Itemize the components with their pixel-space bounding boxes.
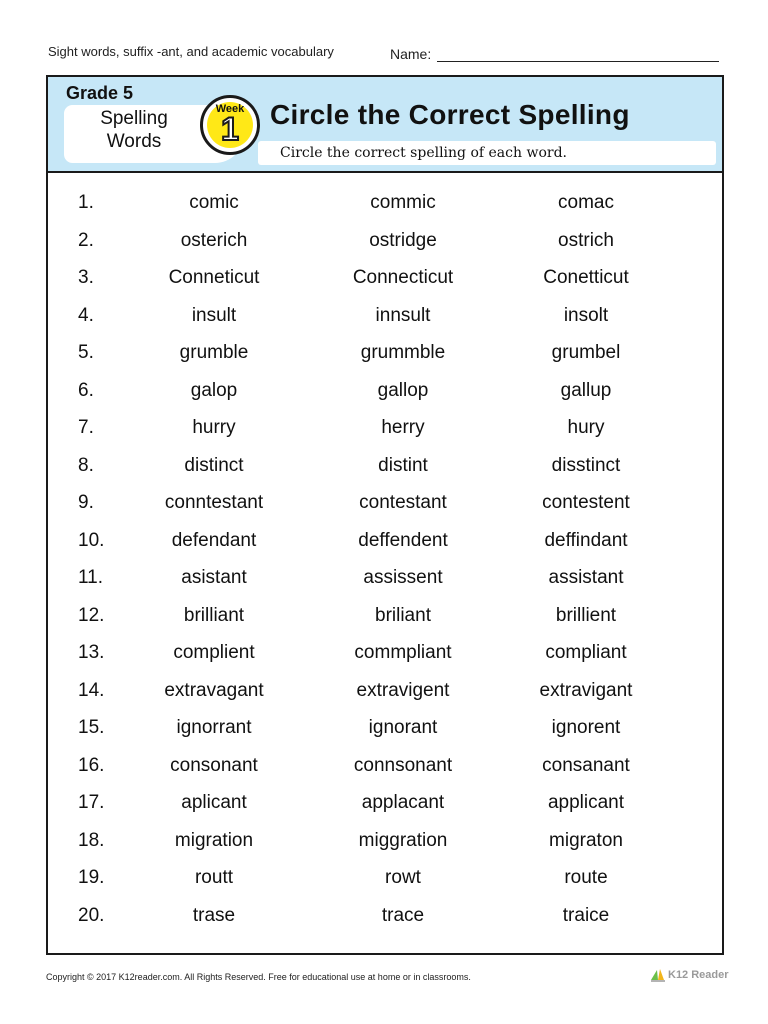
grade-badge: [60, 83, 245, 161]
word-option[interactable]: deffindant: [544, 529, 628, 551]
word-option[interactable]: extravigant: [539, 679, 633, 701]
word-option[interactable]: insolt: [563, 304, 609, 326]
word-option[interactable]: contestant: [359, 492, 447, 513]
item-number: 8.: [78, 454, 94, 476]
worksheet-header: [48, 77, 722, 173]
word-option[interactable]: osterich: [180, 229, 248, 251]
word-option[interactable]: insult: [191, 304, 237, 326]
word-option[interactable]: gallop: [377, 379, 429, 401]
instruction-bar: [258, 141, 716, 165]
word-option[interactable]: complient: [173, 642, 255, 663]
list-item: [48, 380, 722, 418]
word-option[interactable]: connsonant: [353, 754, 453, 776]
word-option[interactable]: consanant: [542, 754, 630, 776]
week-number: 1: [221, 111, 239, 147]
list-item: [48, 830, 722, 868]
list-item: [48, 492, 722, 530]
word-option[interactable]: Connecticut: [352, 267, 454, 288]
item-number: 6.: [78, 379, 94, 401]
item-number: 10.: [78, 529, 105, 551]
item-number: 18.: [78, 829, 105, 851]
item-number: 2.: [78, 229, 94, 251]
name-blank-line: [437, 47, 719, 62]
word-option[interactable]: grumbel: [551, 342, 621, 363]
word-option[interactable]: miggration: [358, 829, 448, 851]
list-item: [48, 905, 722, 943]
spelling-label: Spelling: [100, 108, 168, 129]
word-option[interactable]: routt: [194, 867, 234, 888]
list-item: [48, 192, 722, 230]
list-item: [48, 267, 722, 305]
word-option[interactable]: extravigent: [356, 679, 450, 701]
list-item: [48, 305, 722, 343]
word-option[interactable]: distint: [378, 454, 428, 476]
worksheet-top-line: [48, 44, 724, 66]
list-item: [48, 867, 722, 905]
word-option[interactable]: migration: [174, 829, 254, 851]
item-number: 9.: [78, 492, 94, 513]
word-option[interactable]: applacant: [361, 792, 445, 813]
word-option[interactable]: comic: [189, 192, 239, 213]
word-option[interactable]: Conetticut: [543, 267, 629, 288]
word-option[interactable]: consonant: [170, 754, 258, 776]
word-option[interactable]: trase: [192, 904, 236, 926]
word-option[interactable]: briliant: [375, 604, 431, 626]
words-label: Words: [106, 131, 162, 152]
item-number: 3.: [78, 267, 94, 288]
word-option[interactable]: contestent: [542, 492, 630, 513]
item-number: 7.: [78, 417, 94, 438]
word-option[interactable]: hury: [567, 417, 605, 438]
name-field: [390, 46, 719, 62]
k12reader-logo: [650, 968, 729, 982]
word-option[interactable]: ignorrant: [176, 717, 252, 738]
word-option[interactable]: extravagant: [164, 679, 264, 701]
list-item: [48, 755, 722, 793]
word-option[interactable]: herry: [381, 417, 425, 438]
list-item: [48, 642, 722, 680]
grade-label: Grade 5: [66, 83, 134, 103]
book-icon: [650, 968, 666, 982]
word-option[interactable]: conntestant: [164, 492, 264, 513]
item-number: 20.: [78, 904, 105, 926]
word-option[interactable]: grummble: [360, 342, 446, 363]
word-option[interactable]: commic: [370, 192, 436, 213]
word-option[interactable]: traice: [562, 904, 610, 926]
page-title: Circle the Correct Spelling: [270, 99, 630, 130]
word-option[interactable]: compliant: [545, 642, 627, 663]
list-item: [48, 530, 722, 568]
word-option[interactable]: brilliant: [183, 604, 245, 626]
word-option[interactable]: aplicant: [181, 792, 247, 813]
word-option[interactable]: commpliant: [354, 642, 452, 663]
name-label: Name:: [390, 46, 432, 62]
week-label: Week: [215, 103, 245, 115]
word-option[interactable]: assissent: [363, 567, 443, 588]
item-number: 12.: [78, 604, 105, 626]
item-number: 19.: [78, 867, 105, 888]
word-list: [48, 192, 722, 942]
word-option[interactable]: applicant: [547, 792, 625, 813]
item-number: 4.: [78, 304, 94, 326]
logo-text: K12 Reader: [668, 969, 729, 981]
item-number: 11.: [78, 567, 104, 588]
instruction-text: Circle the correct spelling of each word.: [280, 145, 567, 161]
word-option[interactable]: disstinct: [551, 454, 621, 476]
list-item: [48, 342, 722, 380]
word-option[interactable]: comac: [558, 192, 614, 213]
item-number: 17.: [78, 792, 105, 813]
word-option[interactable]: defendant: [171, 529, 257, 551]
item-number: 15.: [78, 717, 105, 738]
word-option[interactable]: rowt: [385, 867, 421, 888]
word-option[interactable]: ostridge: [369, 229, 437, 251]
item-number: 16.: [78, 754, 105, 776]
list-item: [48, 680, 722, 718]
word-option[interactable]: assistant: [548, 567, 624, 588]
item-number: 14.: [78, 679, 105, 701]
word-option[interactable]: Conneticut: [168, 267, 260, 288]
word-option[interactable]: hurry: [192, 417, 236, 438]
copyright-footer: Copyright © 2017 K12reader.com. All Rights Reserved. Free for educational use at home or in classrooms.: [46, 972, 471, 982]
word-option[interactable]: route: [564, 867, 608, 888]
item-number: 5.: [78, 342, 94, 363]
word-option[interactable]: brillient: [555, 604, 617, 626]
word-option[interactable]: migraton: [549, 829, 623, 851]
word-option[interactable]: innsult: [375, 304, 431, 326]
worksheet-subtitle: Sight words, suffix -ant, and academic vocabulary: [48, 44, 334, 59]
list-item: [48, 455, 722, 493]
list-item: [48, 567, 722, 605]
list-item: [48, 717, 722, 755]
item-number: 1.: [78, 192, 94, 213]
word-option[interactable]: ignorant: [368, 717, 438, 738]
list-item: [48, 230, 722, 268]
word-option[interactable]: galop: [190, 379, 238, 401]
word-option[interactable]: asistant: [181, 567, 247, 588]
word-option[interactable]: trace: [381, 904, 425, 926]
word-option[interactable]: grumble: [179, 342, 249, 363]
word-option[interactable]: deffendent: [358, 529, 448, 551]
word-option[interactable]: gallup: [560, 379, 612, 401]
spelling-words-label: [84, 107, 184, 153]
list-item: [48, 605, 722, 643]
word-option[interactable]: distinct: [184, 454, 244, 476]
word-option[interactable]: ostrich: [558, 229, 614, 251]
list-item: [48, 417, 722, 455]
list-item: [48, 792, 722, 830]
item-number: 13.: [78, 642, 105, 663]
worksheet-panel: [46, 75, 724, 955]
week-badge: [200, 95, 260, 155]
word-option[interactable]: ignorent: [551, 717, 621, 738]
